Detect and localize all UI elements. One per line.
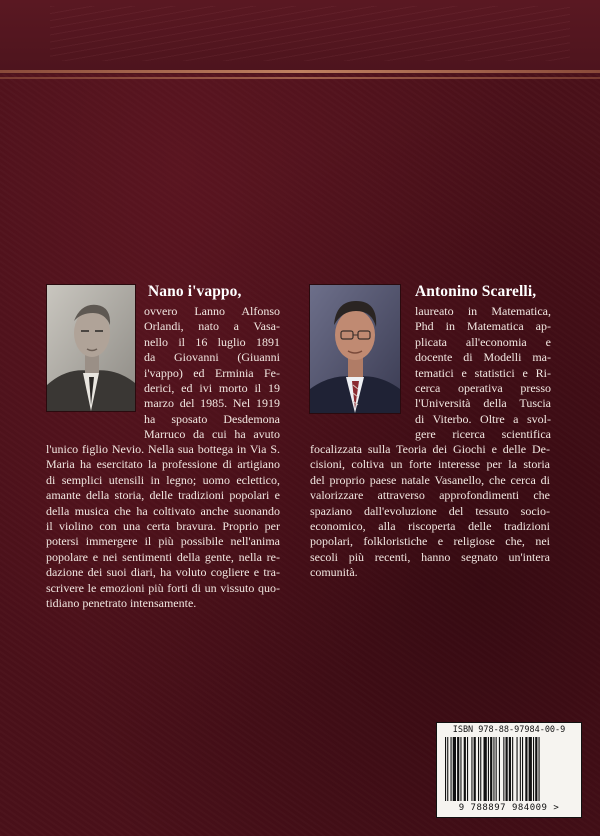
bio-right-line: economico, alla riscoperta delle tradizioni [310,519,550,534]
portrait-antonino-scarelli [309,284,401,414]
bio-right-line: tematici e statistici e Ri- [415,365,551,380]
bio-left-line: ha sposato Desdemona [144,411,280,426]
bio-left-line: ovvero Lanno Alfonso [144,304,280,318]
author-name-left: Nano i'vappo, [148,283,242,300]
ean-digits: 9 788897 984009 > [458,803,560,813]
bio-left-line: derici, ed ivi morto il 19 [144,381,280,396]
top-gold-rule-thin [0,77,600,79]
bio-left [144,304,280,443]
bio-left-line: della musica che ha coltivato anche suonando [46,503,280,518]
bio-left-line: i'vappo) ed Erminia Fe- [144,365,280,380]
bio-left-line: l'unico figlio Nevio. Nella sua bottega in Via S. [46,442,280,456]
bio-right-line: docente di Modelli ma- [415,350,551,365]
bio-left-line: amante della storia, delle tradizioni popolari e [46,488,280,503]
author-name-right: Antonino Scarelli, [415,283,537,300]
bio-left-line: Orlandi, nato a Vasa- [144,319,280,334]
bio-left-line: marzo del 1985. Nel 1919 [144,396,280,411]
isbn-barcode [436,722,582,818]
bio-left-line: dazione dei suoi diari, ha voluto cogliere e tra- [46,565,280,580]
bio-right-line: laureato in Matematica, [415,304,551,318]
isbn-label: ISBN 978-88-97984-00-9 [452,725,566,735]
bio-right-line: del proprio paese natale Vasanello, che cerca di [310,472,550,487]
bio-right-line: cerca operativa presso [415,381,551,396]
bio-right-line: spaziano dall'evoluzione del tessuto socio- [310,503,550,518]
bio-right-line: cisioni, coltiva un forte interesse per la storia [310,457,550,472]
bio-right-line: popolari, folkloristiche e religiose che, nei [310,534,550,549]
bio-right-line: valorizzare attraverso approfondimenti che [310,488,550,503]
top-gold-rule [0,70,600,73]
bio-right-line: focalizzata sulla Teoria dei Giochi e delle De- [310,442,550,456]
barcode-bars [443,737,575,803]
bio-left-line: popolare e nei sentimenti della gente, nella re- [46,549,280,564]
portrait-nano-ivappo [46,284,136,412]
bio-right-line: plicata all'economia e [415,334,551,349]
bio-left-line: scrivere le emozioni più forti di un vissuto quo- [46,580,280,595]
bio-right [415,304,551,443]
bio-right-line: l'Università della Tuscia [415,396,551,411]
bio-left-line: da Giovanni (Giuanni [144,350,280,365]
bio-left-line: il violino con una certa bravura. Proprio per [46,519,280,534]
bio-left-line: tidiano penetrato intensamente. [46,596,197,611]
bio-right-line: Phd in Matematica ap- [415,319,551,334]
top-decorative-band [0,0,600,74]
bio-right-line: secoli più recenti, hanno segnato un'intera [310,549,550,564]
bio-right-continued [310,442,550,581]
bio-left-line: Marruco da cui ha avuto [144,427,280,442]
bio-left-continued [46,442,280,611]
handwriting-texture [50,6,570,61]
bio-right-line: comunità. [310,565,358,580]
bio-right-line: gere ricerca scientifica [415,427,551,442]
bio-left-line: di semplici utensili in legno; uomo eclettico, [46,472,280,487]
bio-left-line: potersi immergere il più possibile nell'anima [46,534,280,549]
bio-right-line: di Viterbo. Oltre a svol- [415,411,551,426]
bio-left-line: nello il 16 luglio 1891 [144,334,280,349]
bio-left-line: Maria ha esercitato la professione di artigiano [46,457,280,472]
